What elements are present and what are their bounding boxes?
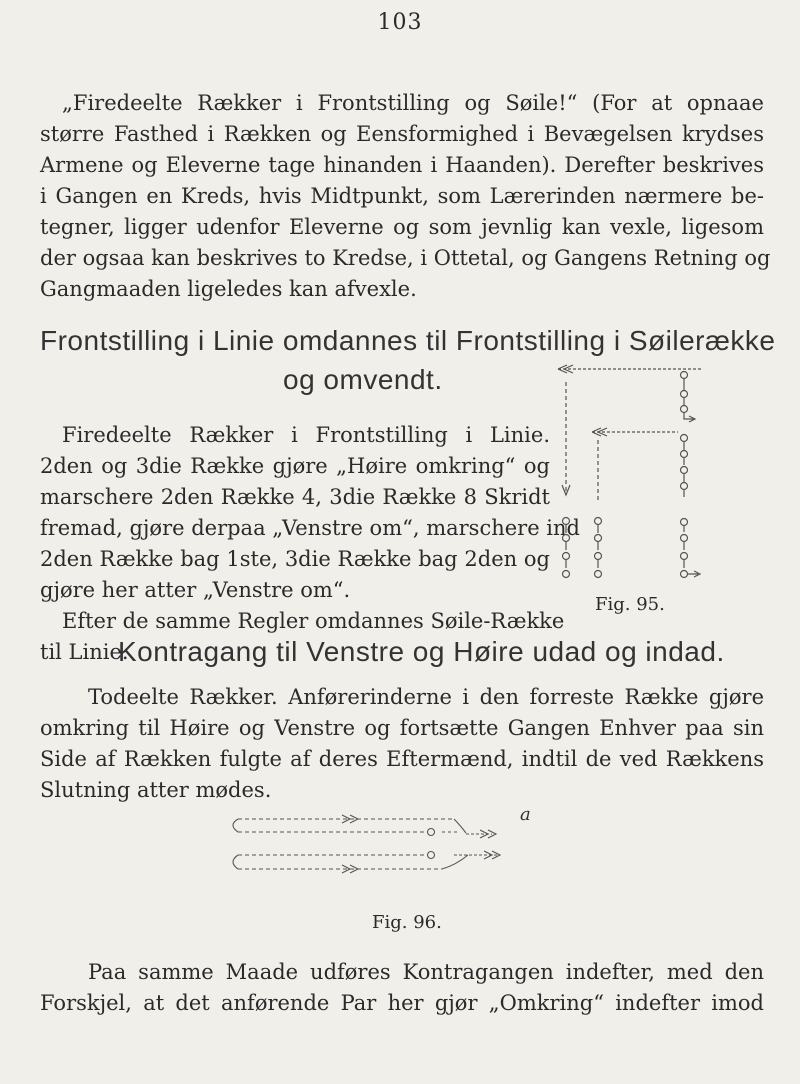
text-line: 2den og 3die Række gjøre „Høire omkring“ og: [40, 454, 550, 478]
text-line: Armene og Eleverne tage hinanden i Haanden). Derefter beskrives: [40, 153, 764, 177]
text-line: 2den Række bag 1ste, 3die Række bag 2den og: [40, 547, 550, 571]
text-line: Gangmaaden ligeledes kan afvexle.: [40, 277, 417, 301]
page-number: 103: [377, 10, 423, 35]
section3-paragraph: [40, 957, 764, 1019]
text-line: Efter de samme Regler omdannes Søile-Række: [62, 609, 565, 633]
section-heading: Kontragang til Venstre og Høire udad og indad.: [118, 636, 725, 667]
section-heading-continued: og omvendt.: [283, 364, 443, 395]
text-line: Firedeelte Rækker i Frontstilling i Linie.: [62, 423, 550, 447]
text-line: til Linie.: [40, 640, 129, 664]
section2-paragraph: [40, 682, 764, 806]
text-line: Todeelte Rækker. Anførerinderne i den forreste Række gjøre: [88, 685, 764, 709]
text-line: fremad, gjøre derpaa „Venstre om“, marschere ind: [40, 516, 580, 540]
text-line: gjøre her atter „Venstre om“.: [40, 578, 351, 602]
intro-paragraph: [40, 88, 771, 305]
text-line: Paa samme Maade udføres Kontragangen indefter, med den: [88, 960, 764, 984]
text-line: marschere 2den Række 4, 3die Række 8 Skridt: [40, 485, 550, 509]
section1-paragraph: [40, 420, 580, 668]
text-line: Side af Rækken fulgte af deres Eftermænd, indtil de ved Rækkens: [40, 747, 764, 771]
right-column-circles: [681, 372, 701, 578]
text-line: større Fasthed i Rækken og Eensformighed i Bevægelsen krydses: [40, 122, 764, 146]
figure-96-caption: Fig. 96.: [372, 912, 442, 933]
text-line: i Gangen en Kreds, hvis Midtpunkt, som Lærerinden nærmere be-: [40, 184, 764, 208]
text-line: Slutning atter mødes.: [40, 778, 272, 802]
figure-95-caption: Fig. 95.: [595, 594, 665, 615]
figure-96-diagram: [222, 805, 542, 897]
text-line: der ogsaa kan beskrives to Kredse, i Ottetal, og Gangens Retning og: [40, 246, 771, 270]
text-line: tegner, ligger udenfor Eleverne og som jevnlig kan vexle, ligesom: [40, 215, 764, 239]
figure-95-diagram: [548, 360, 720, 590]
section-heading: Frontstilling i Linie omdannes til Frontstilling i Søilerække: [40, 325, 776, 356]
middle-column-circles: [595, 518, 602, 578]
figure-96-label: a: [520, 805, 531, 825]
text-line: omkring til Høire og Venstre og fortsætte Gangen Enhver paa sin: [40, 716, 764, 740]
text-line: Forskjel, at det anførende Par her gjør „Omkring“ indefter imod: [40, 991, 764, 1015]
left-column-circles: [563, 518, 570, 578]
text-line: „Firedeelte Rækker i Frontstilling og Søile!“ (For at opnaae: [62, 91, 764, 115]
